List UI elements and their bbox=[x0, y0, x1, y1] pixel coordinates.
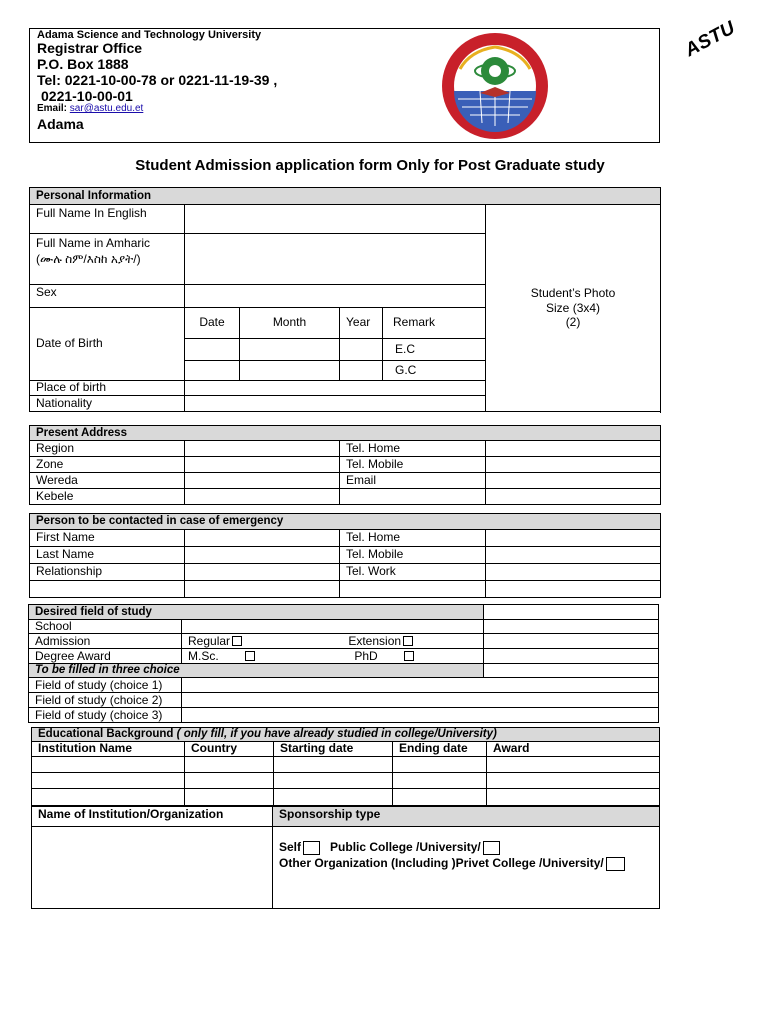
org-name-header: Name of Institution/Organization bbox=[32, 807, 273, 827]
self-label: Self bbox=[279, 840, 302, 854]
phd-checkbox[interactable] bbox=[404, 651, 414, 661]
admission-label: Admission bbox=[29, 634, 182, 649]
education-cell[interactable] bbox=[487, 773, 660, 789]
dob-remark-header: Remark bbox=[383, 308, 486, 339]
education-table bbox=[31, 727, 660, 806]
nationality-field[interactable] bbox=[185, 396, 486, 412]
public-college-checkbox[interactable] bbox=[483, 841, 500, 855]
empty-cell bbox=[486, 581, 661, 598]
degree-award-label: Degree Award bbox=[29, 649, 182, 664]
po-box: P.O. Box 1888 bbox=[37, 56, 129, 72]
msc-checkbox[interactable] bbox=[245, 651, 255, 661]
education-heading-text: Educational Background bbox=[38, 728, 174, 741]
present-address-heading: Present Address bbox=[30, 426, 661, 441]
present-address-table bbox=[29, 425, 661, 505]
wereda-field[interactable] bbox=[185, 473, 340, 489]
registrar-office: Registrar Office bbox=[37, 40, 143, 56]
dob-date-header: Date bbox=[185, 308, 240, 339]
dob-gc-month-field[interactable] bbox=[240, 361, 340, 381]
emergency-tel-home-label: Tel. Home bbox=[340, 530, 486, 547]
self-checkbox[interactable] bbox=[303, 841, 320, 855]
empty-cell bbox=[486, 489, 661, 505]
email-label: Email: bbox=[37, 103, 68, 114]
dob-ec-date-field[interactable] bbox=[185, 339, 240, 361]
empty-cell bbox=[340, 581, 486, 598]
regular-option[interactable] bbox=[182, 635, 339, 648]
empty-cell bbox=[484, 649, 659, 664]
full-name-am-label bbox=[30, 234, 185, 285]
education-cell[interactable] bbox=[32, 757, 185, 773]
emergency-tel-home-field[interactable] bbox=[486, 530, 661, 547]
choice-1-field[interactable] bbox=[182, 678, 659, 693]
city: Adama bbox=[37, 116, 84, 132]
education-heading-note: ( only fill, if you have already studied in college/University) bbox=[176, 728, 497, 741]
tel-home-label: Tel. Home bbox=[340, 441, 486, 457]
choice-1-label: Field of study (choice 1) bbox=[29, 678, 182, 693]
relationship-field[interactable] bbox=[185, 564, 340, 581]
region-field[interactable] bbox=[185, 441, 340, 457]
email-link[interactable]: sar@astu.edu.et bbox=[69, 103, 144, 114]
education-cell[interactable] bbox=[185, 773, 274, 789]
personal-info-table bbox=[29, 187, 661, 412]
public-college-label: Public College /University/ bbox=[330, 840, 481, 854]
extension-option[interactable] bbox=[339, 634, 413, 648]
dob-gc-date-field[interactable] bbox=[185, 361, 240, 381]
place-of-birth-label: Place of birth bbox=[30, 381, 185, 396]
astu-logo-text: ASTU bbox=[681, 17, 739, 62]
emergency-tel-mobile-label: Tel. Mobile bbox=[340, 547, 486, 564]
photo-label: Student’s Photo bbox=[530, 286, 616, 301]
empty-cell bbox=[185, 581, 340, 598]
full-name-am-subtext: (ሙሉ ስም/እስከ አያት/) bbox=[36, 251, 141, 266]
region-label: Region bbox=[30, 441, 185, 457]
other-organization-label: Other Organization (Including )Privet College /University/ bbox=[279, 856, 604, 871]
institution-name-header: Institution Name bbox=[32, 742, 185, 757]
msc-option[interactable] bbox=[182, 650, 345, 663]
emergency-heading: Person to be contacted in case of emergency bbox=[30, 514, 661, 530]
university-seal-logo bbox=[440, 31, 550, 141]
country-header: Country bbox=[185, 742, 274, 757]
email-line bbox=[37, 103, 143, 114]
sex-label: Sex bbox=[30, 285, 185, 308]
school-field[interactable] bbox=[182, 620, 484, 634]
choice-2-label: Field of study (choice 2) bbox=[29, 693, 182, 708]
dob-ec-year-field[interactable] bbox=[340, 339, 383, 361]
education-cell[interactable] bbox=[487, 757, 660, 773]
education-cell[interactable] bbox=[393, 773, 487, 789]
first-name-label: First Name bbox=[30, 530, 185, 547]
education-cell[interactable] bbox=[393, 789, 487, 806]
field-of-study-heading: Desired field of study bbox=[29, 605, 484, 620]
education-heading bbox=[32, 728, 660, 742]
empty-cell bbox=[484, 605, 659, 620]
degree-options bbox=[182, 649, 484, 664]
regular-label: Regular bbox=[188, 633, 231, 648]
zone-field[interactable] bbox=[185, 457, 340, 473]
education-cell[interactable] bbox=[32, 789, 185, 806]
full-name-am-field[interactable] bbox=[185, 234, 486, 285]
admission-options bbox=[182, 634, 484, 649]
photo-count: (2) bbox=[565, 315, 581, 330]
sex-field[interactable] bbox=[185, 285, 486, 308]
email-field[interactable] bbox=[486, 473, 661, 489]
choice-3-field[interactable] bbox=[182, 708, 659, 723]
extension-checkbox[interactable] bbox=[403, 636, 413, 646]
telephone-2: 0221-10-00-01 bbox=[41, 88, 133, 104]
tel-mobile-label: Tel. Mobile bbox=[340, 457, 486, 473]
education-cell[interactable] bbox=[274, 773, 393, 789]
last-name-label: Last Name bbox=[30, 547, 185, 564]
full-name-en-field[interactable] bbox=[185, 205, 486, 234]
dob-year-header: Year bbox=[340, 308, 383, 339]
phd-label: PhD bbox=[354, 648, 378, 663]
emergency-tel-work-label: Tel. Work bbox=[340, 564, 486, 581]
education-cell[interactable] bbox=[274, 789, 393, 806]
education-cell[interactable] bbox=[487, 789, 660, 806]
emergency-tel-work-field[interactable] bbox=[486, 564, 661, 581]
kebele-label: Kebele bbox=[30, 489, 185, 505]
empty-cell bbox=[484, 664, 659, 678]
full-name-en-label: Full Name In English bbox=[30, 205, 185, 234]
emergency-contact-table bbox=[29, 513, 661, 598]
university-name: Adama Science and Technology University bbox=[37, 29, 262, 41]
dob-gc-year-field[interactable] bbox=[340, 361, 383, 381]
msc-label: M.Sc. bbox=[188, 648, 219, 663]
dob-ec-month-field[interactable] bbox=[240, 339, 340, 361]
dob-gc-label: G.C bbox=[383, 361, 486, 381]
relationship-label: Relationship bbox=[30, 564, 185, 581]
email-label: Email bbox=[340, 473, 486, 489]
personal-info-heading: Personal Information bbox=[30, 188, 661, 205]
field-of-study-table bbox=[28, 604, 659, 723]
phd-option[interactable] bbox=[345, 649, 414, 663]
last-name-field[interactable] bbox=[185, 547, 340, 564]
choice-2-field[interactable] bbox=[182, 693, 659, 708]
org-name-field[interactable] bbox=[32, 827, 273, 909]
dob-ec-label: E.C bbox=[383, 339, 486, 361]
emergency-tel-mobile-field[interactable] bbox=[486, 547, 661, 564]
choice-3-label: Field of study (choice 3) bbox=[29, 708, 182, 723]
telephone-1: Tel: 0221-10-00-78 or 0221-11-19-39 , bbox=[37, 72, 278, 88]
nationality-label: Nationality bbox=[30, 396, 185, 412]
photo-size: Size (3x4) bbox=[546, 300, 601, 315]
sponsorship-options bbox=[273, 827, 660, 909]
sponsorship-table bbox=[31, 806, 660, 909]
header-box bbox=[29, 28, 660, 143]
education-cell[interactable] bbox=[185, 789, 274, 806]
kebele-field[interactable] bbox=[185, 489, 340, 505]
three-choice-heading: To be filled in three choice bbox=[29, 664, 484, 678]
empty-cell bbox=[340, 489, 486, 505]
empty-cell bbox=[30, 581, 185, 598]
school-label: School bbox=[29, 620, 182, 634]
education-cell[interactable] bbox=[393, 757, 487, 773]
ending-date-header: Ending date bbox=[393, 742, 487, 757]
first-name-field[interactable] bbox=[185, 530, 340, 547]
starting-date-header: Starting date bbox=[274, 742, 393, 757]
student-photo-box bbox=[486, 205, 661, 412]
award-header: Award bbox=[487, 742, 660, 757]
extension-label: Extension bbox=[348, 633, 402, 648]
place-of-birth-field[interactable] bbox=[185, 381, 486, 396]
tel-mobile-field[interactable] bbox=[486, 457, 661, 473]
empty-cell bbox=[484, 634, 659, 649]
education-cell[interactable] bbox=[185, 757, 274, 773]
empty-cell bbox=[484, 620, 659, 634]
dob-label: Date of Birth bbox=[30, 308, 185, 381]
other-organization-checkbox[interactable] bbox=[606, 857, 625, 871]
regular-checkbox[interactable] bbox=[232, 636, 242, 646]
form-title: Student Admission application form Only for Post Graduate study bbox=[135, 157, 605, 174]
education-cell[interactable] bbox=[274, 757, 393, 773]
full-name-am-text: Full Name in Amharic bbox=[36, 236, 151, 250]
education-cell[interactable] bbox=[32, 773, 185, 789]
wereda-label: Wereda bbox=[30, 473, 185, 489]
zone-label: Zone bbox=[30, 457, 185, 473]
tel-home-field[interactable] bbox=[486, 441, 661, 457]
dob-month-header: Month bbox=[240, 308, 340, 339]
sponsorship-header: Sponsorship type bbox=[273, 807, 660, 827]
